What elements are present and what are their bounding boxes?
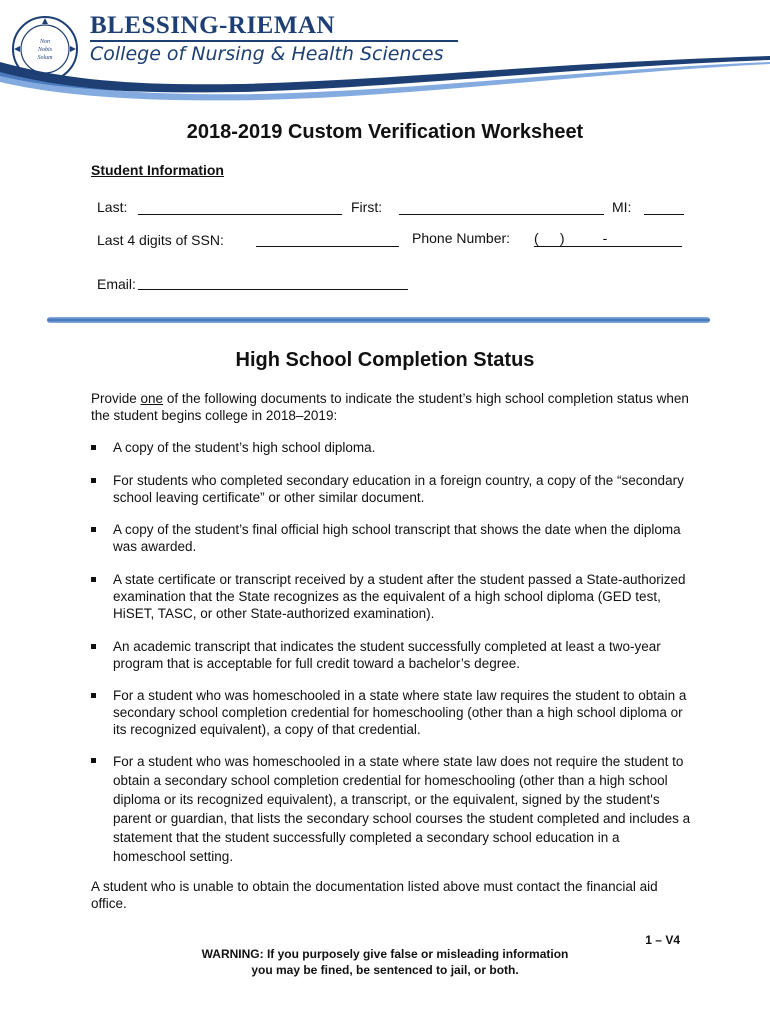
phone-number-label: Phone Number:: [412, 230, 511, 246]
last-name-label: Last:: [97, 199, 128, 215]
document-option-text: For students who completed secondary education in a foreign country, a copy of the “secondary school leaving certificate” or other similar document.: [113, 473, 684, 505]
middle-initial-field[interactable]: [644, 214, 684, 215]
document-option-text: A state certificate or transcript received by a student after the student passed a State-authorized examination that the State recognizes as the equivalent of a high school diploma (GED test, HiSET, TASC, or other State-authorized examination).: [113, 572, 686, 621]
ssn-field[interactable]: [256, 246, 399, 247]
document-option-item: [91, 472, 691, 506]
document-option-item: [91, 521, 691, 555]
legal-warning: [0, 946, 770, 978]
section-divider: [47, 317, 710, 323]
document-option-text: For a student who was homeschooled in a state where state law does not require the student to obtain a secondary school completion credential for homeschooling (other than a high school diploma or its recognized equivalent), a transcript, or the equivalent, signed by the student's parent or guardian, that lists the secondary school courses the student completed and includes a statement that the student successfully completed a secondary school education in a homeschool setting.: [113, 754, 691, 864]
closing-note: A student who is unable to obtain the documentation listed above must contact the financial aid office.: [91, 879, 658, 911]
first-name-label: First:: [351, 199, 383, 215]
completion-status-heading: High School Completion Status: [235, 349, 535, 371]
svg-text:Non: Non: [39, 39, 51, 45]
document-option-item: [91, 638, 691, 672]
bullet-square-icon: [91, 693, 96, 698]
document-option-text: For a student who was homeschooled in a state where state law requires the student to obtain a secondary school completion credential for homeschooling (other than a high school diploma or its recognized equivalent), a copy of that credential.: [113, 688, 687, 737]
email-field[interactable]: [138, 289, 408, 290]
document-option-item: [91, 571, 691, 622]
bullet-square-icon: [91, 478, 96, 483]
ssn-label: Last 4 digits of SSN:: [97, 232, 224, 248]
email-label: Email:: [97, 276, 136, 292]
college-name: College of Nursing & Health Sciences: [90, 43, 444, 65]
document-option-text: A copy of the student’s high school diploma.: [113, 440, 376, 455]
svg-text:Nobis: Nobis: [37, 47, 53, 53]
middle-initial-label: MI:: [612, 199, 632, 215]
intro-text-end: of the following documents to indicate the student’s high school completion status when the student begins college in 2018–2019:: [91, 391, 689, 423]
header-rule: [90, 40, 458, 42]
document-option-item: [91, 687, 691, 738]
first-name-field[interactable]: [399, 214, 604, 215]
bullet-square-icon: [91, 577, 96, 582]
bullet-square-icon: [91, 527, 96, 532]
worksheet-title: 2018-2019 Custom Verification Worksheet: [186, 121, 584, 143]
svg-text:Solum: Solum: [37, 55, 53, 61]
bullet-square-icon: [91, 445, 96, 450]
intro-text-start: Provide: [91, 391, 141, 406]
header-swoosh-graphic: [0, 48, 770, 108]
document-option-text: A copy of the student’s final official high school transcript that shows the date when the diploma was awarded.: [113, 522, 681, 554]
student-information-heading: Student Information: [91, 162, 224, 178]
intro-emphasis-one: one: [140, 391, 164, 406]
bullet-square-icon: [91, 644, 96, 649]
document-option-item: [91, 439, 691, 456]
page-version: 1 – V4: [645, 933, 680, 947]
last-name-field[interactable]: [138, 214, 342, 215]
document-option-text: An academic transcript that indicates the student successfully completed at least a two-year program that is acceptable for full credit toward a bachelor’s degree.: [113, 639, 661, 671]
institution-name: BLESSING-RIEMAN: [90, 12, 336, 39]
completion-intro: [91, 390, 691, 424]
warning-line-1: WARNING: If you purposely give false or misleading information: [201, 947, 569, 961]
phone-number-field[interactable]: ( ) -: [534, 230, 682, 247]
bullet-square-icon: [91, 758, 96, 763]
document-option-item: [91, 752, 691, 866]
warning-line-2: you may be fined, be sentenced to jail, or both.: [251, 963, 519, 977]
